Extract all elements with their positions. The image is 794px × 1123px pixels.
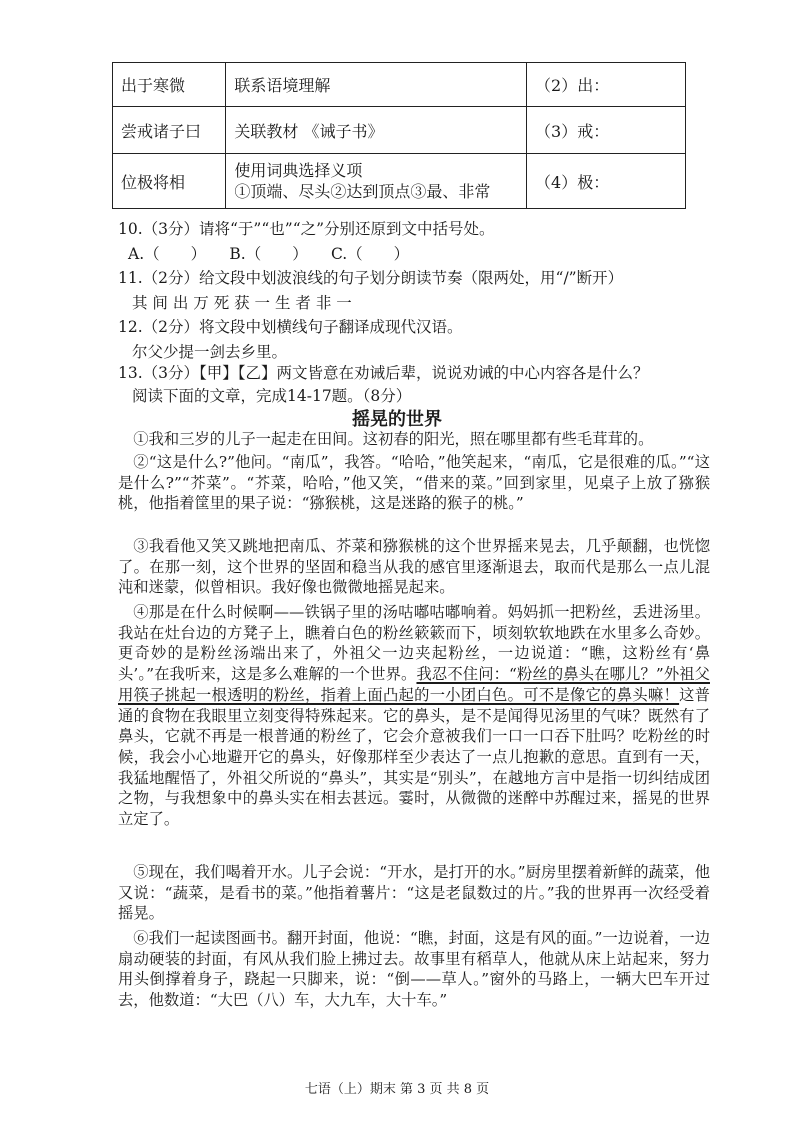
article-title: 摇晃的世界 [352, 409, 442, 430]
underlined-sentence: 我忍不住问：“粉丝的鼻头在哪儿？”外祖父用筷子挑起一根透明的粉丝，指着上面凸起的一小团白色。可不是像它的鼻头嘛！ [118, 665, 710, 704]
table-cell-answer: （2）出： [527, 63, 686, 107]
question-10-options: A.（ ） B.（ ） C.（ ） [128, 245, 410, 263]
paragraph-4-text-continued: 这普通的食物在我眼里立刻变得特殊起来。它的鼻头，是不是闻得见汤里的气味？既然有了鼻头，它就不再是一根普通的粉丝了，它会介意被我们一口一口吞下肚吗？吃粉丝的时候，我会小心地避开它的鼻头，好像那样至少表达了一点儿抱歉的意思。直到有一天，我猛地醒悟了，外祖父所说的“鼻头”，其实是“别头”，在越地方言中是指一切纠结成团之物，与我想象中的鼻头实在相去甚远。霎时，从微微的迷醉中苏醒过来，摇晃的世界立定了。 [118, 685, 710, 829]
paragraph-2: ②“这是什么?”他问。“南瓜”，我答。“哈哈，”他笑起来，“南瓜，它是很难的瓜。”“这是什么?”“芥菜”。“芥菜，哈哈，”他又笑，“借来的菜。”回到家里，见桌子上放了猕猴桃，他指着筐里的果子说：“猕猴桃，这是迷路的猴子的桃。” [118, 453, 710, 513]
table-cell-method: 关联教材 《诫子书》 [226, 107, 527, 154]
question-10: 10.（3分）请将“于”“也”“之”分别还原到文中括号处。 [118, 220, 495, 238]
page-footer: 七语（上）期末 第 3 页 共 8 页 [304, 1082, 490, 1097]
paragraph-3: ③我看他又笑又跳地把南瓜、芥菜和猕猴桃的这个世界摇来晃去，几乎颠翻，也恍惚了。在那一刻，这个世界的坚固和稳当从我的感官里逐渐退去，取而代是那么一点儿混沌和迷蒙，似曾相识。我好像也微微地摇晃起来。 [118, 537, 710, 597]
reading-instructions: 阅读下面的文章，完成14-17题。（8分） [132, 387, 412, 405]
vocabulary-table [112, 62, 686, 209]
method-options: ①顶端、尽头②达到顶点③最、非常 [234, 182, 491, 201]
table-cell-answer: （3）戒： [527, 107, 686, 154]
table-cell-word: 位极将相 [113, 154, 226, 209]
table-row [113, 107, 686, 154]
table-row [113, 154, 686, 209]
paragraph-4-text: ④那是在什么时候啊——铁锅子里的汤咕嘟咕嘟响着。妈妈抓一把粉丝，丢进汤里。我站在灶台边的方凳子上，瞧着白色的粉丝簌簌而下，顷刻软软地跌在水里多么奇妙。更奇妙的是粉丝汤端出来了，外祖父一边夹起粉丝，一边说道：“瞧，这粉丝有‘鼻头’。”在我听来，这是多么难解的一个世界。 [118, 603, 710, 684]
table-cell-method: 联系语境理解 [226, 63, 527, 107]
paragraph-1: ①我和三岁的儿子一起走在田间。这初春的阳光，照在哪里都有些毛茸茸的。 [133, 430, 654, 448]
paragraph-5: ⑤现在，我们喝着开水。儿子会说：“开水，是打开的水。”厨房里摆着新鲜的蔬菜，他又说：“蔬菜，是看书的菜。”他指着薯片：“这是老鼠数过的片。”我的世界再一次经受着摇晃。 [118, 863, 710, 923]
question-11-sentence: 其 间 出 万 死 获 一 生 者 非 一 [132, 294, 352, 312]
table-cell-answer: （4）极： [527, 154, 686, 209]
table-row [113, 63, 686, 107]
table-cell-method [226, 154, 527, 209]
table-cell-word: 出于寒微 [113, 63, 226, 107]
table-cell-word: 尝戒诸子曰 [113, 107, 226, 154]
question-12-sentence: 尔父少提一剑去乡里。 [132, 343, 288, 361]
paragraph-4 [118, 602, 710, 830]
question-12: 12.（2分）将文段中划横线句子翻译成现代汉语。 [118, 318, 463, 336]
question-11: 11.（2分）给文段中划波浪线的句子划分朗读节奏（限两处，用“/”断开） [118, 269, 624, 287]
method-line: 使用词典选择义项 [234, 161, 363, 180]
paragraph-6: ⑥我们一起读图画书。翻开封面，他说：“瞧，封面，这是有风的面。”一边说着，一边扇动硬装的封面，有风从我们脸上拂过去。故事里有稻草人，他就从床上站起来，努力用头倒撑着身子，跷起一只脚来，说：“倒——草人。”窗外的马路上，一辆大巴车开过去，他数道：“大巴（八）车，大九车，大十车。” [118, 929, 710, 1010]
question-13: 13.（3分）【甲】【乙】两文皆意在劝诫后辈，说说劝诫的中心内容各是什么？ [118, 364, 649, 382]
